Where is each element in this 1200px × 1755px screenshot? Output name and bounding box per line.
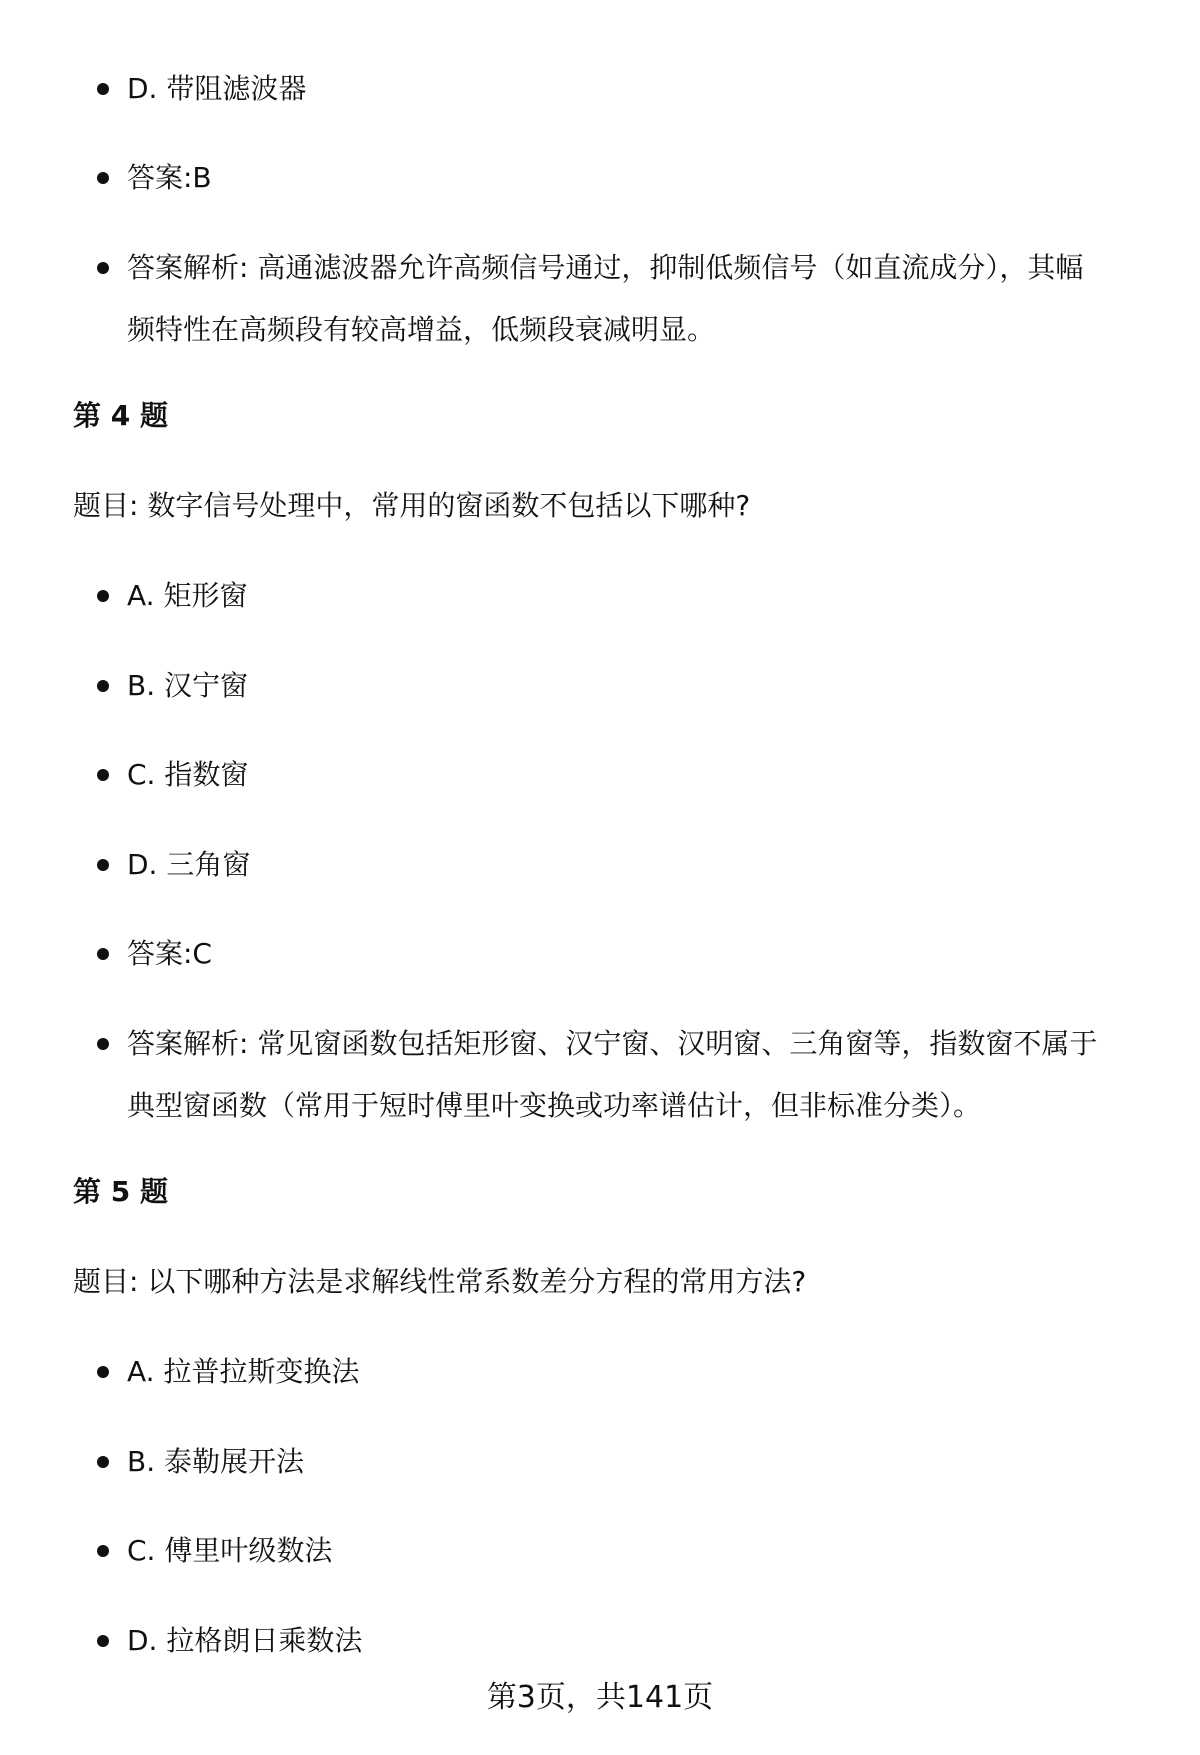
- bullet-icon: [97, 948, 109, 960]
- q4-option-a: A. 矩形窗: [127, 579, 248, 612]
- bullet-icon: [97, 1366, 109, 1378]
- bullet-icon: [97, 1038, 109, 1050]
- q4-option-d: D. 三角窗: [127, 848, 251, 881]
- explanation-prev-line2: 频特性在高频段有较高增益，低频段衰减明显。: [127, 313, 716, 346]
- option-d-prev: D. 带阻滤波器: [127, 72, 307, 105]
- q5-option-c: C. 傅里叶级数法: [127, 1534, 333, 1567]
- bullet-icon: [97, 1545, 109, 1557]
- q4-explanation-line2: 典型窗函数（常用于短时傅里叶变换或功率谱估计，但非标准分类）。: [127, 1089, 982, 1122]
- q4-option-b: B. 汉宁窗: [127, 669, 249, 702]
- q4-option-c: C. 指数窗: [127, 758, 249, 791]
- q5-option-a: A. 拉普拉斯变换法: [127, 1355, 360, 1388]
- bullet-icon: [97, 590, 109, 602]
- q4-explanation-line1: 答案解析: 常见窗函数包括矩形窗、汉宁窗、汉明窗、三角窗等，指数窗不属于: [127, 1027, 1098, 1060]
- q5-option-b: B. 泰勒展开法: [127, 1445, 305, 1478]
- answer-prev: 答案:B: [127, 161, 212, 194]
- bullet-icon: [97, 680, 109, 692]
- explanation-prev-line1: 答案解析: 高通滤波器允许高频信号通过，抑制低频信号（如直流成分），其幅: [127, 251, 1084, 284]
- bullet-icon: [97, 262, 109, 274]
- question-5-heading: 第 5 题: [73, 1175, 168, 1208]
- question-4-text: 题目: 数字信号处理中，常用的窗函数不包括以下哪种?: [73, 489, 751, 522]
- question-5-text: 题目: 以下哪种方法是求解线性常系数差分方程的常用方法?: [73, 1265, 807, 1298]
- q4-answer: 答案:C: [127, 937, 212, 970]
- bullet-icon: [97, 172, 109, 184]
- page-number-footer: 第3页，共141页: [486, 1680, 714, 1715]
- q5-option-d: D. 拉格朗日乘数法: [127, 1624, 363, 1657]
- bullet-icon: [97, 769, 109, 781]
- bullet-icon: [97, 859, 109, 871]
- bullet-icon: [97, 1635, 109, 1647]
- question-4-heading: 第 4 题: [73, 399, 168, 432]
- bullet-icon: [97, 1456, 109, 1468]
- bullet-icon: [97, 83, 109, 95]
